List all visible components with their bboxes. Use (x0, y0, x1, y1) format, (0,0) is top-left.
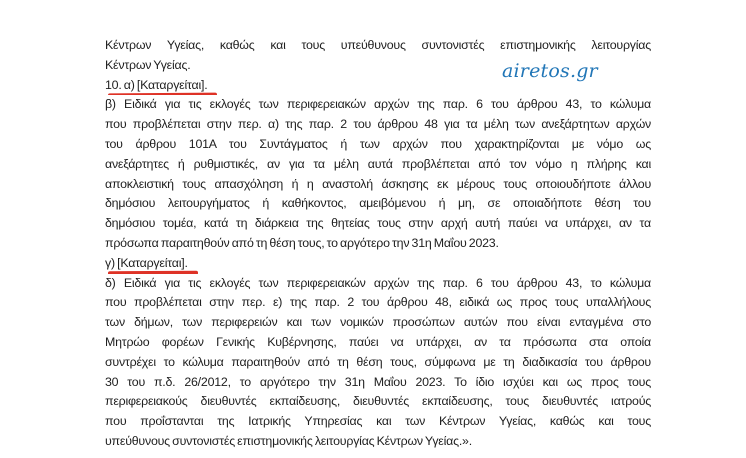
text-line-content: δημόσιου τομέα, κατά τη διάρκεια της θητείας τους στην αρχή αυτή παύει να υπάρχει, αν τα (105, 216, 651, 231)
text-line-content: πρόσωπα παραιτηθούν από τη θέση τους, το αργότερο την 31η Μαΐου 2023. (105, 235, 499, 250)
text-line (105, 175, 651, 195)
text-line (105, 313, 651, 333)
text-line-content: του άρθρου 101Α του Συντάγματος ή των αρχών που χαρακτηρίζονται με νόμο ως (105, 136, 651, 151)
text-line (105, 392, 651, 412)
text-line-content: συντρέχει το κώλυμα παραιτηθούν από τη θέση τους, σύμφωνα με τη διαδικασία του άρθρου (105, 354, 651, 369)
document-text-block (105, 36, 651, 452)
text-line (105, 412, 651, 432)
text-line-content: 30 του π.δ. 26/2012, το αργότερο την 31η Μαΐου 2023. Το ίδιο ισχύει και ως προς τους (105, 374, 651, 389)
text-line-content: υπεύθυνους συντονιστές επιστημονικής λειτουργίας Κέντρων Υγείας.». (105, 433, 472, 448)
text-line-content: 10. α) [Καταργείται]. (105, 77, 208, 92)
text-line (105, 293, 651, 313)
text-line (105, 36, 651, 56)
text-line-content: Κέντρων Υγείας. (105, 57, 191, 72)
text-line-content: δημόσιου λειτουργήματος ή καθήκοντος, αμειβόμενου ή μη, σε οποιαδήποτε θέση του (105, 196, 651, 211)
text-line (105, 333, 651, 353)
text-line (105, 432, 651, 452)
text-line (105, 194, 651, 214)
text-line (105, 373, 651, 393)
text-line-content: περιφερειακούς διευθυντές εκπαίδευσης, διευθυντές εκπαίδευσης, τους διευθυντές ιατρούς (105, 394, 651, 409)
text-line-content: Κέντρων Υγείας, καθώς και τους υπεύθυνους συντονιστές επιστημονικής λειτουργίας (105, 38, 651, 52)
text-line-content: β) Ειδικά για τις εκλογές των περιφερειακών αρχών της παρ. 6 του άρθρου 43, το κώλυμα (105, 97, 651, 112)
text-line (105, 155, 651, 175)
watermark-airetos-logo: airetos.gr (502, 60, 598, 82)
text-line (105, 254, 651, 274)
text-line-content: που προβλέπεται στην περ. ε) της παρ. 2 του άρθρου 48, ειδικά ως προς τους υπαλλήλους (105, 295, 651, 310)
text-line (105, 76, 651, 96)
text-line-content: των δήμων, των περιφερειών και των νομικών προσώπων αυτών που είναι ενταγμένα στο (105, 315, 651, 330)
text-line-content: ανεξάρτητες ή ρυθμιστικές, αν για τα μέλη αυτά προβλέπεται από τον νόμο η πλήρης και (105, 156, 651, 171)
text-line-content: γ) [Καταργείται]. (105, 255, 188, 270)
text-line (105, 115, 651, 135)
text-line (105, 234, 651, 254)
text-line (105, 353, 651, 373)
text-line (105, 56, 651, 76)
text-line-content: που προΐστανται της Ιατρικής Υπηρεσίας και των Κέντρων Υγείας, καθώς και τους (105, 414, 651, 429)
text-line-content: δ) Ειδικά για τις εκλογές των περιφερειακών αρχών της παρ. 6 του άρθρου 43, το κώλυμα (105, 275, 651, 290)
text-line-content: Μητρώο φορέων Γενικής Κυβέρνησης, παύει να υπάρχει, αν τα πρόσωπα στα οποία (105, 334, 651, 349)
text-line-content: που προβλέπεται στην περ. α) της παρ. 2 του άρθρου 48 για τα μέλη των ανεξάρτητων αρχών (105, 117, 651, 132)
text-line (105, 214, 651, 234)
text-line (105, 95, 651, 115)
text-line-content: αποκλειστική τους απασχόληση ή η αναστολή άσκησης εκ μέρους τους οποιουδήποτε άλλου (105, 176, 651, 191)
text-line (105, 135, 651, 155)
text-line (105, 274, 651, 294)
